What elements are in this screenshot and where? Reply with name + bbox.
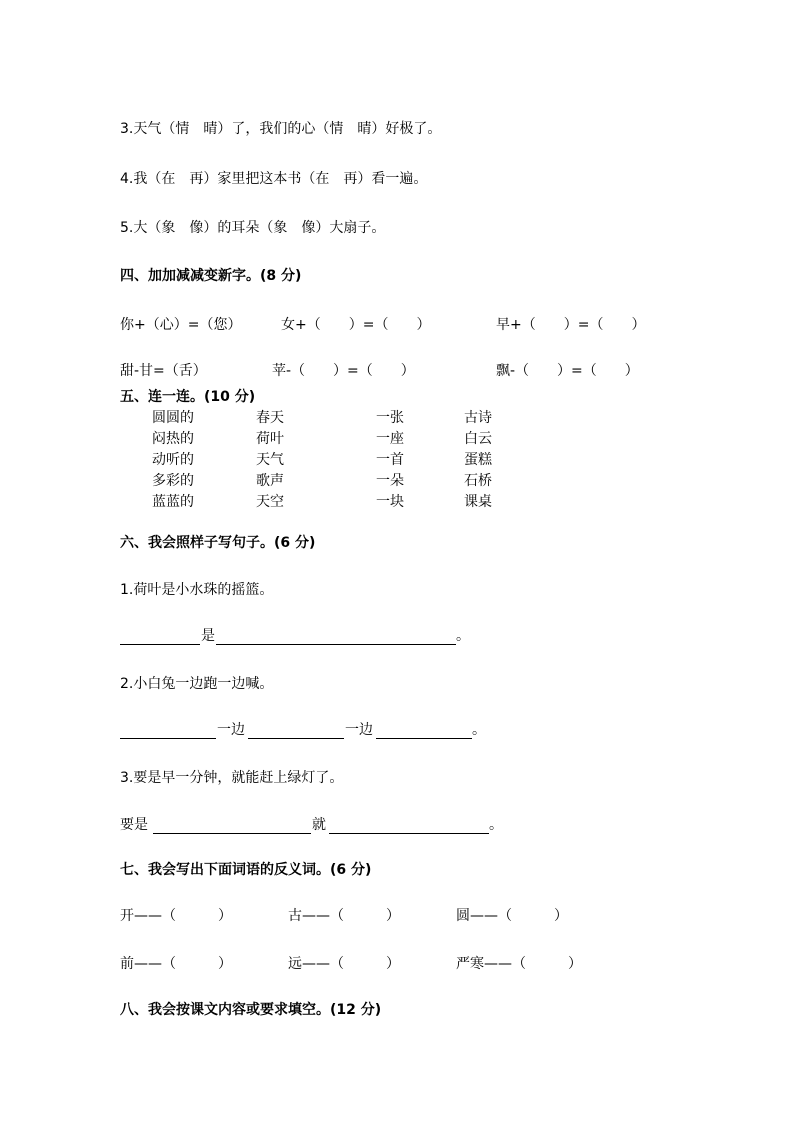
item-5: 5.大（象 像）的耳朵（象 像）大扇子。 (120, 220, 386, 236)
s6-example-3: 3.要是早一分钟，就能赶上绿灯了。 (120, 770, 344, 786)
s5-col3-4: 一块 (376, 494, 404, 510)
s6-blank-1b[interactable] (216, 644, 456, 645)
item-4: 4.我（在 再）家里把这本书（在 再）看一遍。 (120, 171, 428, 187)
section7-title: 七、我会写出下面词语的反义词。(6 分) (120, 862, 372, 878)
s6-blank-2b[interactable] (248, 738, 344, 739)
s4-r2-c3: 飘-（ ）=（ ） (496, 363, 639, 379)
s6-fill2-mid2: 一边 (345, 722, 373, 738)
section4-title: 四、加加减减变新字。(8 分) (120, 268, 302, 284)
s5-col2-4: 天空 (256, 494, 284, 510)
s5-col1-2: 动听的 (152, 452, 194, 468)
s6-blank-2c[interactable] (376, 738, 472, 739)
s6-blank-2a[interactable] (120, 738, 216, 739)
s5-col4-1: 白云 (464, 431, 492, 447)
s5-col4-3: 石桥 (464, 473, 492, 489)
s4-r1-c3: 早+（ ）=（ ） (496, 317, 646, 333)
s4-r1-c2: 女+（ ）=（ ） (281, 317, 431, 333)
s5-col4-2: 蛋糕 (464, 452, 492, 468)
section5-title: 五、连一连。(10 分) (120, 389, 256, 405)
section8-title: 八、我会按课文内容或要求填空。(12 分) (120, 1002, 382, 1018)
s5-col3-1: 一座 (376, 431, 404, 447)
s5-col1-1: 闷热的 (152, 431, 194, 447)
s7-r2-c2: 远——（ ） (288, 956, 400, 972)
s6-fill3-mid: 就 (312, 817, 326, 833)
s7-r1-c1: 开——（ ） (120, 908, 232, 924)
s6-fill3-start: 要是 (120, 817, 148, 833)
s5-col4-4: 课桌 (464, 494, 492, 510)
s6-fill3-end: 。 (489, 817, 503, 833)
s5-col1-0: 圆圆的 (152, 410, 194, 426)
s5-col2-0: 春天 (256, 410, 284, 426)
s5-col2-1: 荷叶 (256, 431, 284, 447)
s6-fill1-mid: 是 (201, 628, 215, 644)
s4-r2-c1: 甜-甘=（舌） (120, 363, 207, 379)
s5-col3-2: 一首 (376, 452, 404, 468)
s6-example-1: 1.荷叶是小水珠的摇篮。 (120, 582, 274, 598)
s7-r2-c1: 前——（ ） (120, 956, 232, 972)
s5-col3-3: 一朵 (376, 473, 404, 489)
item-3: 3.天气（情 晴）了，我们的心（情 晴）好极了。 (120, 121, 442, 137)
s6-blank-3b[interactable] (329, 833, 489, 834)
s7-r1-c3: 圆——（ ） (456, 908, 568, 924)
s4-r2-c2: 苹-（ ）=（ ） (272, 363, 415, 379)
s4-r1-c1: 你+（心）=（您） (120, 317, 242, 333)
s5-col2-3: 歌声 (256, 473, 284, 489)
s5-col1-4: 蓝蓝的 (152, 494, 194, 510)
s7-r1-c2: 古——（ ） (288, 908, 400, 924)
s7-r2-c3: 严寒——（ ） (456, 956, 582, 972)
s5-col3-0: 一张 (376, 410, 404, 426)
s6-fill2-end: 。 (472, 722, 486, 738)
section6-title: 六、我会照样子写句子。(6 分) (120, 535, 316, 551)
s6-blank-1a[interactable] (120, 644, 200, 645)
s6-fill1-end: 。 (456, 628, 470, 644)
s6-blank-3a[interactable] (153, 833, 311, 834)
s5-col2-2: 天气 (256, 452, 284, 468)
s6-fill2-mid1: 一边 (217, 722, 245, 738)
s5-col1-3: 多彩的 (152, 473, 194, 489)
s5-col4-0: 古诗 (464, 410, 492, 426)
s6-example-2: 2.小白兔一边跑一边喊。 (120, 676, 274, 692)
